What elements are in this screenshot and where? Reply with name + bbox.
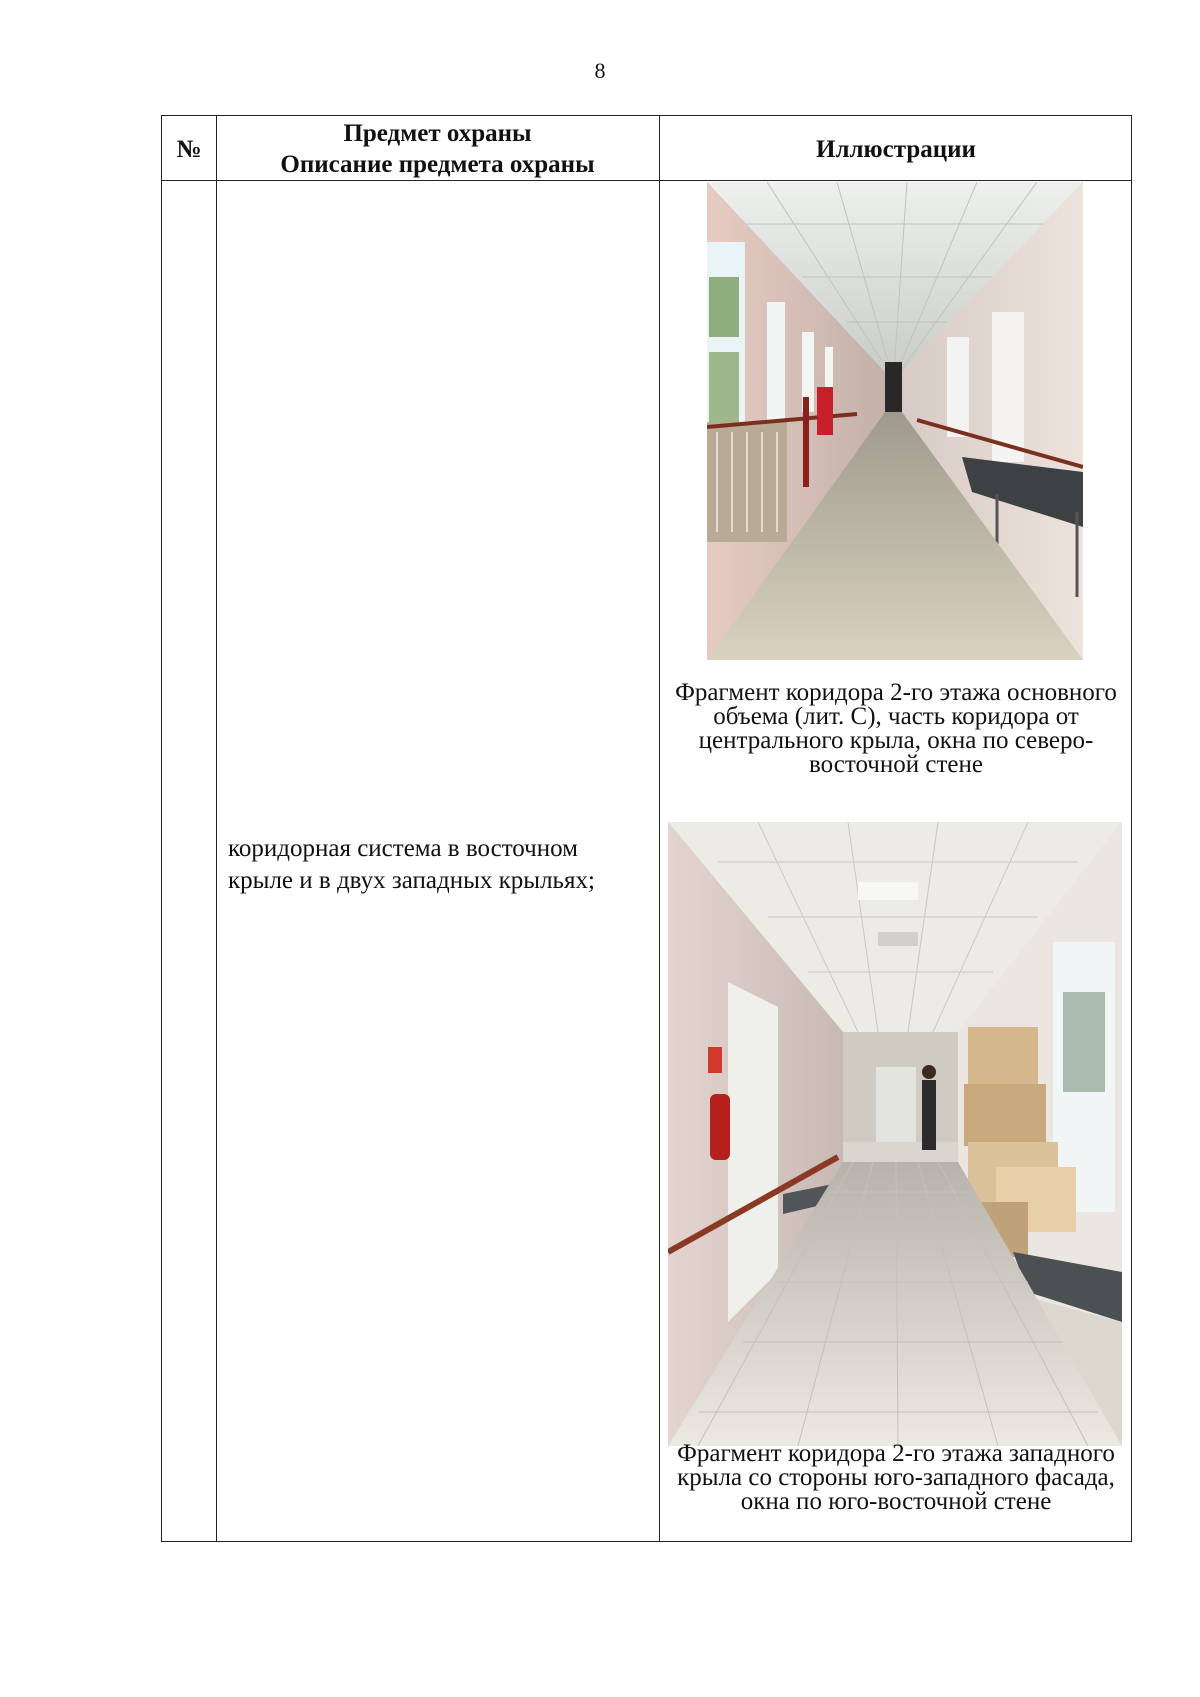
header-subject-title: Предмет охраны xyxy=(343,120,532,147)
header-subject-description: Описание предмета охраны xyxy=(280,151,595,178)
corridor-photo-2 xyxy=(668,822,1122,1446)
protection-table xyxy=(161,115,1132,1542)
header-subject xyxy=(216,116,659,182)
column-divider xyxy=(216,116,217,1541)
corridor-photo-2-caption: Фрагмент коридора 2-го этажа западного крыла со стороны юго-западного фасада, окна по юго-восточной стене xyxy=(677,1440,1115,1515)
corridor-photo-2-image xyxy=(668,822,1122,1446)
corridor-photo-1 xyxy=(707,182,1083,660)
header-illustrations xyxy=(659,116,1133,182)
column-divider xyxy=(659,116,660,1541)
subject-description-text: коридорная система в восточном крыле и в двух западных крыльях; xyxy=(228,835,595,894)
page-number: 8 xyxy=(594,58,606,83)
corridor-photo-1-image xyxy=(707,182,1083,660)
header-illustrations-label: Иллюстрации xyxy=(816,135,976,163)
corridor-photo-1-caption: Фрагмент коридора 2-го этажа основного объема (лит. С), часть коридора от центрального крыла, окна по северо-восточной стене xyxy=(675,679,1117,778)
header-number-label: № xyxy=(176,135,202,163)
header-number xyxy=(162,116,216,182)
